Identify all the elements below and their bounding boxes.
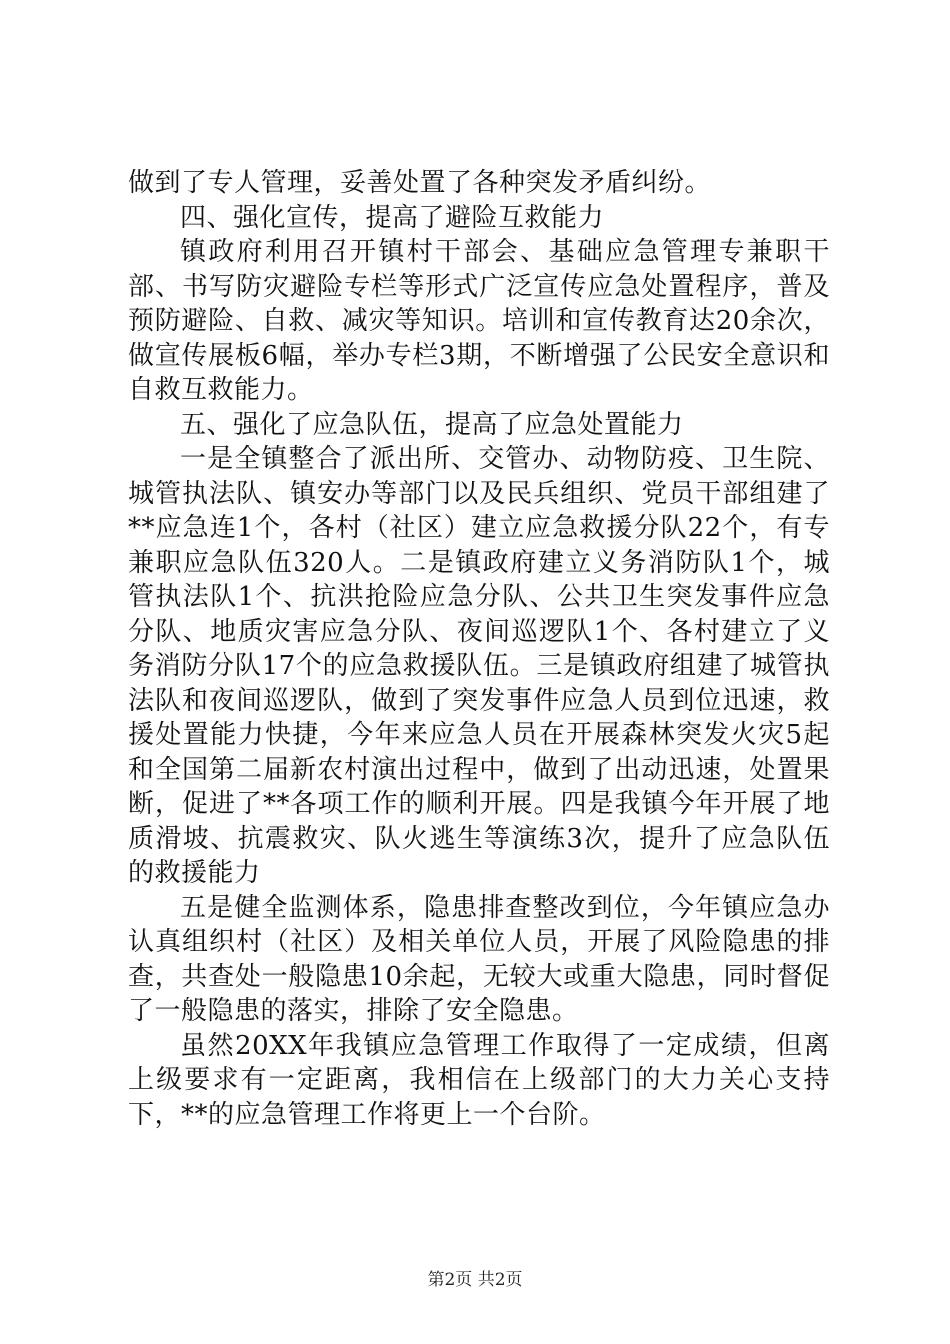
paragraph-emergency-team: 一是全镇整合了派出所、交管办、动物防疫、卫生院、城管执法队、镇安办等部门以及民兵组织、党员干部组建了**应急连1个，各村（社区）建立应急救援分队22个，有专兼职应急队伍320人。二是镇政府建立义务消防队1个，城管执法队1个、抗洪抢险应急分队、公共卫生突发事件应急分队、地质灾害应急分队、夜间巡逻队1个、各村建立了义务消防分队17个的应急救援队伍。三是镇政府组建了城管执法队和夜间巡逻队，做到了突发事件应急人员到位迅速，救援处置能力快捷，今年来应急人员在开展森林突发火灾5起和全国第二届新农村演出过程中，做到了出动迅速，处置果断，促进了**各项工作的顺利开展。四是我镇今年开展了地质滑坡、抗震救灾、队火逃生等演练3次，提升了应急队伍的救援能力 [128, 444, 830, 888]
paragraph-continuation: 做到了专人管理，妥善处置了各种突发矛盾纠纷。 [128, 168, 712, 198]
paragraph-monitoring: 五是健全监测体系，隐患排查整改到位，今年镇应急办认真组织村（社区）及相关单位人员，开展了风险隐患的排查，共查处一般隐患10余起，无较大或重大隐患，同时督促了一般隐患的落实，排除了安全隐患。 [128, 892, 830, 1026]
page-footer: 第2页 共2页 [427, 1270, 523, 1290]
paragraph-publicity: 镇政府利用召开镇村干部会、基础应急管理专兼职干部、书写防灾避险专栏等形式广泛宣传应急处置程序，普及预防避险、自救、减灾等知识。培训和宣传教育达20余次，做宣传展板6幅，举办专栏3期，不断增强了公民安全意识和自救互救能力。 [128, 237, 830, 405]
section-heading-publicity: 四、强化宣传，提高了避险互救能力 [180, 202, 605, 233]
document-body [128, 166, 830, 1132]
paragraph-conclusion: 虽然20XX年我镇应急管理工作取得了一定成绩，但离上级要求有一定距离，我相信在上级部门的大力关心支持下，**的应急管理工作将更上一个台阶。 [128, 1030, 830, 1130]
section-heading-emergency-team: 五、强化了应急队伍，提高了应急处置能力 [180, 409, 684, 440]
